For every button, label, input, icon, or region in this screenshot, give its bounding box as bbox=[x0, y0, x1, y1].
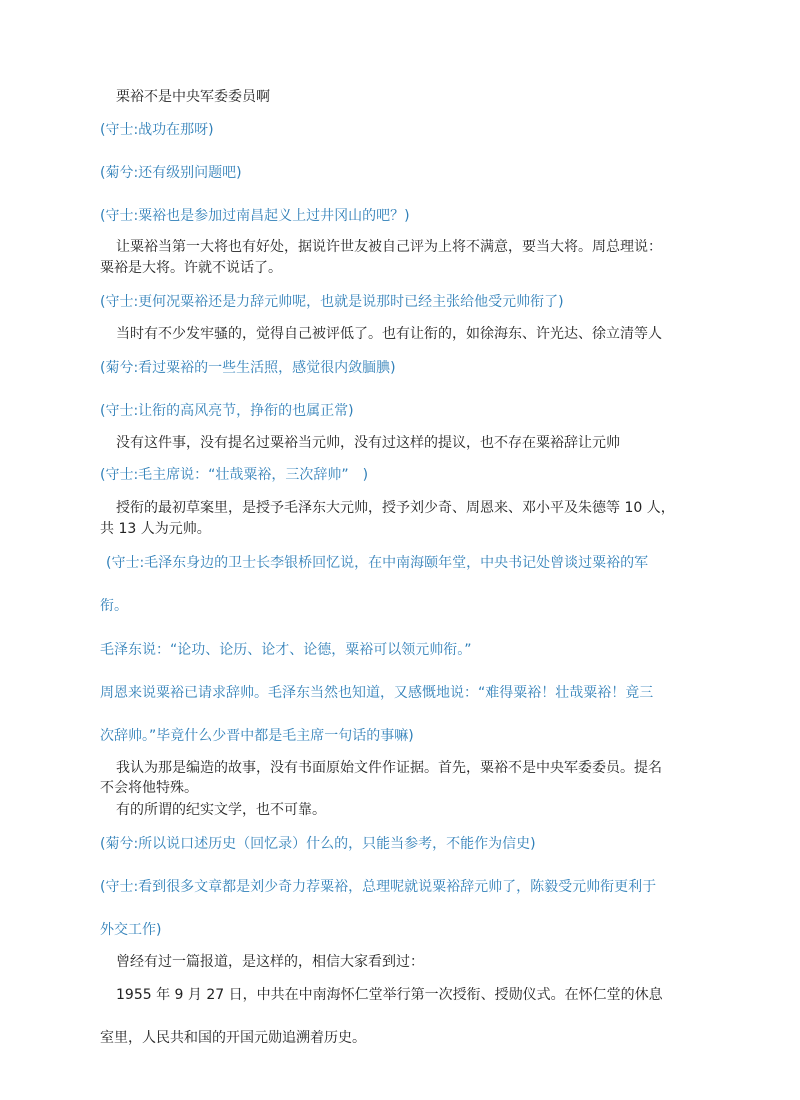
comment-line: 毛泽东说：“论功、论历、论才、论德，粟裕可以领元帅衔。” bbox=[100, 642, 472, 658]
paragraph-line: 有的所谓的纪实文学，也不可靠。 bbox=[116, 802, 326, 818]
comment-line: (守士:粟裕也是参加过南昌起义上过井冈山的吧？) bbox=[100, 208, 410, 224]
paragraph-line: 共 13 人为元帅。 bbox=[100, 521, 211, 537]
comment-line: (菊兮:还有级别问题吧) bbox=[100, 165, 242, 181]
paragraph-line: 1955 年 9 月 27 日，中共在中南海怀仁堂举行第一次授衔、授勋仪式。在怀仁堂的休息 bbox=[116, 987, 663, 1003]
paragraph-line: 我认为那是编造的故事，没有书面原始文件作证据。首先，粟裕不是中央军委委员。提名 bbox=[116, 760, 662, 776]
comment-line: (菊兮:看过粟裕的一些生活照，感觉很内敛腼腆) bbox=[100, 360, 396, 376]
comment-line: (守士:让衔的高风亮节，挣衔的也属正常) bbox=[100, 403, 354, 419]
paragraph-line: 当时有不少发牢骚的，觉得自己被评低了。也有让衔的，如徐海东、许光达、徐立清等人 bbox=[116, 326, 662, 342]
paragraph-line: 没有这件事，没有提名过粟裕当元帅，没有过这样的提议，也不存在粟裕辞让元帅 bbox=[116, 435, 620, 451]
comment-line: (守士:更何况粟裕还是力辞元帅呢，也就是说那时已经主张给他受元帅衔了) bbox=[100, 294, 564, 310]
paragraph-line: 不会将他特殊。 bbox=[100, 780, 198, 796]
comment-line: (菊兮:所以说口述历史（回忆录）什么的，只能当参考，不能作为信史) bbox=[100, 836, 536, 852]
comment-line: (守士:毛主席说：“壮哉粟裕，三次辞帅” ) bbox=[100, 467, 369, 483]
paragraph-line: 室里，人民共和国的开国元勋追溯着历史。 bbox=[100, 1030, 366, 1046]
paragraph-line: 曾经有过一篇报道，是这样的，相信大家看到过： bbox=[116, 954, 424, 970]
comment-line: (守士:战功在那呀) bbox=[100, 122, 214, 138]
comment-line: 周恩来说粟裕已请求辞帅。毛泽东当然也知道，又感慨地说：“难得粟裕！壮哉粟裕！竟三 bbox=[100, 685, 654, 701]
comment-line: 次辞帅。”毕竟什么少晋中都是毛主席一句话的事嘛) bbox=[100, 728, 414, 744]
comment-line: 外交工作) bbox=[100, 922, 162, 938]
comment-line: 衔。 bbox=[100, 598, 128, 614]
paragraph-line: 授衔的最初草案里，是授予毛泽东大元帅，授予刘少奇、周恩来、邓小平及朱德等 10 人， bbox=[116, 500, 675, 516]
paragraph-line: 栗裕不是中央军委委员啊 bbox=[116, 89, 270, 105]
comment-line: (守士:看到很多文章都是刘少奇力荐粟裕，总理呢就说粟裕辞元帅了，陈毅受元帅衔更利于 bbox=[100, 879, 657, 895]
paragraph-line: 让粟裕当第一大将也有好处，据说许世友被自己评为上将不满意，要当大将。周总理说： bbox=[116, 239, 662, 255]
comment-line: (守士:毛泽东身边的卫士长李银桥回忆说，在中南海颐年堂，中央书记处曾谈过粟裕的军 bbox=[106, 555, 649, 571]
paragraph-line: 粟裕是大将。许就不说话了。 bbox=[100, 260, 282, 276]
